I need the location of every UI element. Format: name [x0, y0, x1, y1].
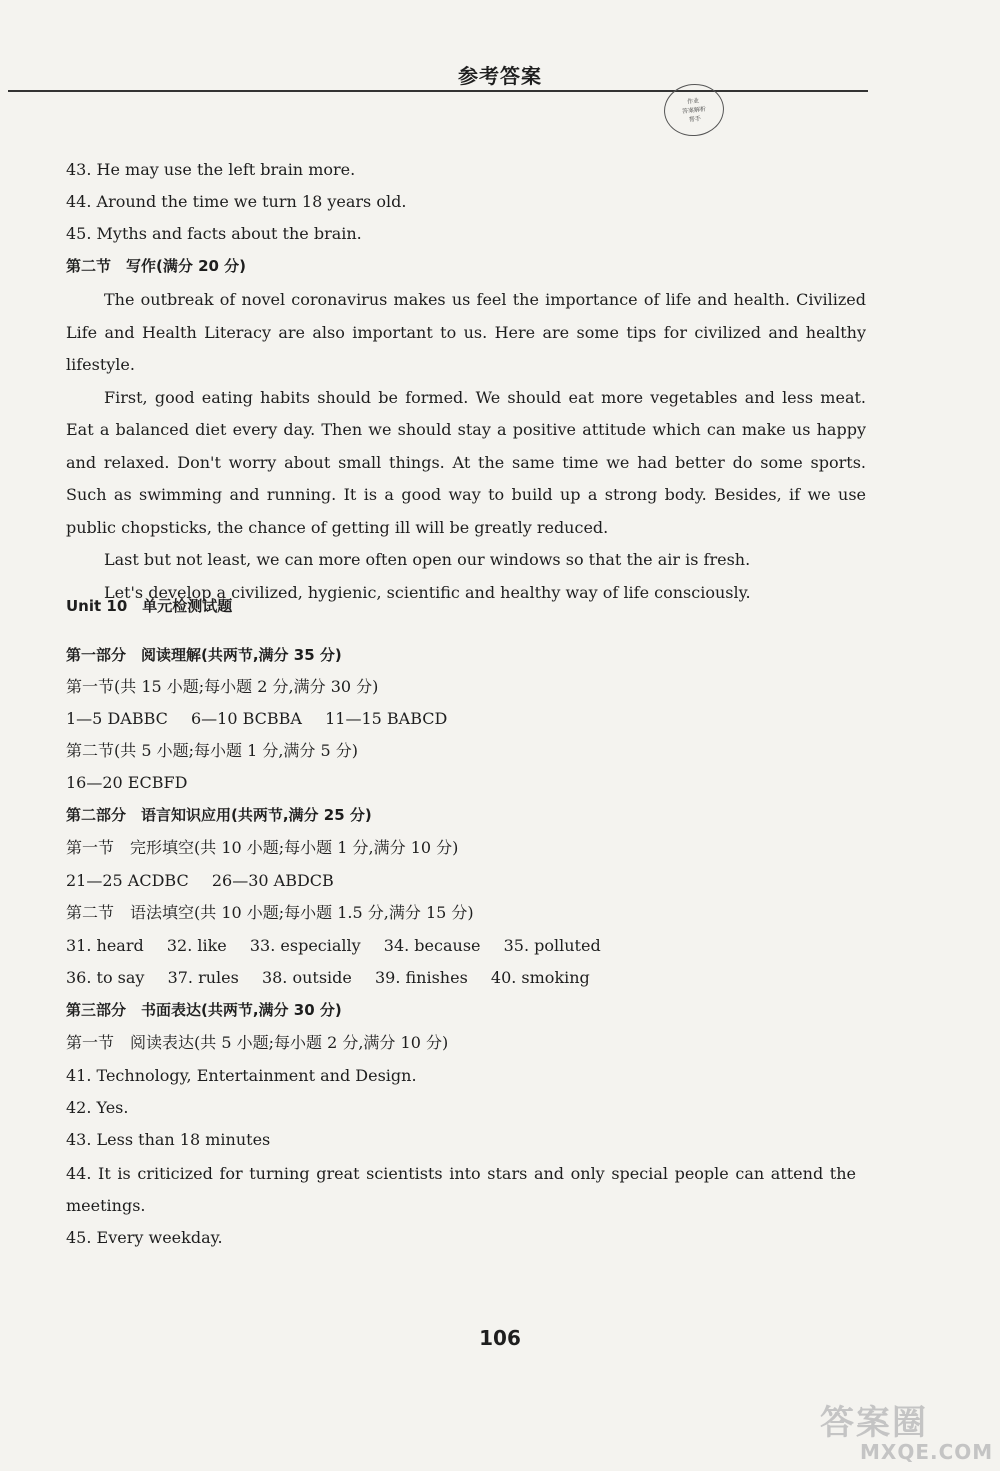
- answer-group: 6—10 BCBBA: [190, 709, 302, 728]
- part3-answer-41: 41. Technology, Entertainment and Design.: [66, 1066, 417, 1085]
- part1-section2: 第二节(共 5 小题;每小题 1 分,满分 5 分): [66, 741, 359, 760]
- essay-paragraph-2: First, good eating habits should be formed. We should eat more vegetables and less meat. Eat a balanced diet every day. Then we should stay a positive attitude which can make us happy and relaxed. Don't worry about small things. At the same time we had better do some sports. Such as swimming and running. It is a good way to build up a strong body. Besides, if we use public chopsticks, the chance of getting ill will be greatly reduced.: [66, 387, 866, 537]
- answer-item: 34. because: [383, 936, 481, 955]
- unit-title: Unit 10 单元检测试题: [66, 597, 233, 615]
- essay-paragraph-4: Let's develop a civilized, hygienic, scientific and healthy way of life consciously.: [104, 582, 751, 602]
- stamp-line-1: 作业: [686, 96, 700, 106]
- part1-answers2: 16—20 ECBFD: [66, 773, 188, 792]
- part2-answers1: [66, 871, 352, 891]
- watermark: [820, 1395, 1000, 1471]
- stamp-line-3: 帮手: [688, 114, 702, 124]
- part3-answer-42: 42. Yes.: [66, 1098, 129, 1117]
- part2-section2: 第二节 语法填空(共 10 小题;每小题 1.5 分,满分 15 分): [66, 903, 474, 922]
- answer-item: 39. finishes: [374, 968, 468, 987]
- part1-heading: 第一部分 阅读理解(共两节,满分 35 分): [66, 646, 342, 664]
- answer-group: 1—5 DABBC: [66, 709, 168, 728]
- answer-item: 31. heard: [66, 936, 144, 955]
- writing-heading: 第二节 写作(满分 20 分): [66, 257, 247, 275]
- answer-44: 44. Around the time we turn 18 years old.: [66, 192, 407, 211]
- part3-section1: 第一节 阅读表达(共 5 小题;每小题 2 分,满分 10 分): [66, 1033, 449, 1052]
- answer-item: 35. polluted: [503, 936, 601, 955]
- answer-group: 21—25 ACDBC: [66, 871, 189, 890]
- part1-answers1: [66, 709, 465, 729]
- page-number: 106: [479, 1326, 521, 1350]
- page-header-title: 参考答案: [458, 64, 542, 88]
- answer-item: 33. especially: [249, 936, 361, 955]
- answer-item: 37. rules: [167, 968, 239, 987]
- answer-43: 43. He may use the left brain more.: [66, 160, 356, 179]
- essay-paragraph-1: The outbreak of novel coronavirus makes us feel the importance of life and health. Civilized Life and Health Literacy are also important to us. Here are some tips for civilized and healthy lifestyle.: [66, 290, 866, 374]
- header-rule: [8, 90, 868, 92]
- watermark-logo: 答案圈: [820, 1403, 928, 1443]
- stamp-line-2: 答案解析: [681, 105, 707, 115]
- part3-answer-43: 43. Less than 18 minutes: [66, 1130, 271, 1149]
- answer-item: 38. outside: [261, 968, 352, 987]
- part2-answers2-row1: [66, 936, 619, 956]
- part3-answer-44: 44. It is criticized for turning great scientists into stars and only special people can attend the meetings.: [66, 1164, 856, 1215]
- essay: [66, 284, 866, 609]
- part2-heading: 第二部分 语言知识应用(共两节,满分 25 分): [66, 806, 372, 824]
- answer-45: 45. Myths and facts about the brain.: [66, 224, 362, 243]
- answer-item: 36. to say: [66, 968, 145, 987]
- answer-item: 40. smoking: [490, 968, 590, 987]
- watermark-url: MXQE.COM: [860, 1440, 994, 1464]
- part1-section1: 第一节(共 15 小题;每小题 2 分,满分 30 分): [66, 677, 379, 696]
- answer-item: 32. like: [166, 936, 227, 955]
- part3-answer-45: 45. Every weekday.: [66, 1228, 223, 1247]
- part3-heading: 第三部分 书面表达(共两节,满分 30 分): [66, 1001, 342, 1019]
- part2-answers2-row2: [66, 968, 608, 988]
- answer-group: 11—15 BABCD: [325, 709, 448, 728]
- essay-paragraph-3: Last but not least, we can more often open our windows so that the air is fresh.: [104, 550, 751, 569]
- answer-group: 26—30 ABDCB: [211, 871, 334, 890]
- part2-section1: 第一节 完形填空(共 10 小题;每小题 1 分,满分 10 分): [66, 838, 459, 857]
